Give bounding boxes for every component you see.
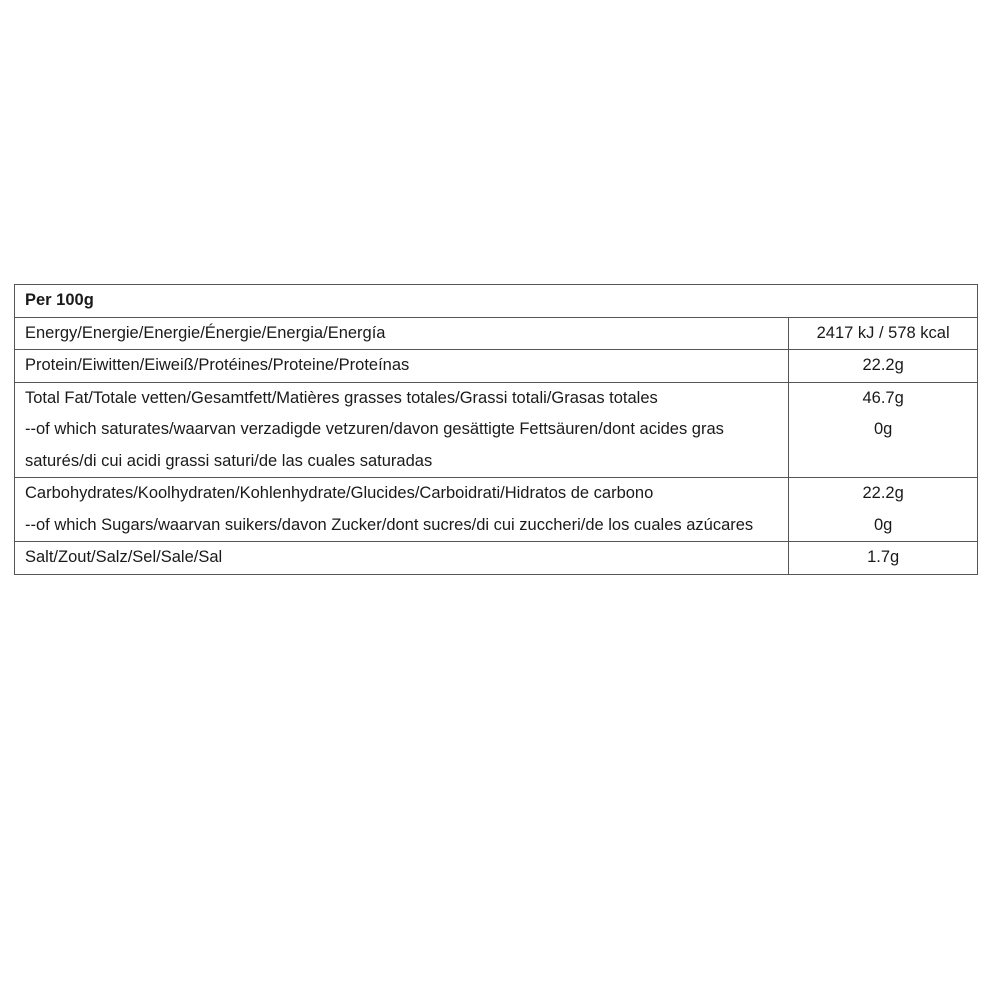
carbohydrates-label: Carbohydrates/Koolhydraten/Kohlenhydrate/Glucides/Carboidrati/Hidratos de carbono xyxy=(25,484,654,502)
protein-label-cell xyxy=(15,350,789,383)
salt-value: 1.7g xyxy=(867,548,900,566)
salt-value-cell xyxy=(789,542,978,575)
fat-label-cell xyxy=(15,382,789,478)
saturates-label: --of which saturates/waarvan verzadigde vetzuren/davon gesättigte Fettsäuren/dont acides gras saturés/di cui acidi grassi saturi/de las cuales saturadas xyxy=(25,420,724,470)
energy-value-cell xyxy=(789,317,978,350)
protein-label: Protein/Eiwitten/Eiweiß/Protéines/Proteine/Proteínas xyxy=(25,356,410,374)
sugars-value: 0g xyxy=(873,515,893,534)
saturates-value: 0g xyxy=(873,420,893,438)
fat-value-cell xyxy=(789,382,978,478)
table-header-row xyxy=(15,285,978,318)
sugars-label: --of which Sugars/waarvan suikers/davon Zucker/dont sucres/di cui zuccheri/de los cuales azúcares xyxy=(25,515,754,534)
table-row-salt xyxy=(15,542,978,575)
table-row-fat xyxy=(15,382,978,478)
energy-value: 2417 kJ / 578 kcal xyxy=(816,323,950,342)
table-row-carbohydrates xyxy=(15,478,978,542)
nutrition-table xyxy=(14,284,978,575)
energy-label: Energy/Energie/Energie/Énergie/Energia/Energía xyxy=(25,323,386,342)
carbohydrates-label-cell xyxy=(15,478,789,542)
total-fat-value: 46.7g xyxy=(862,388,904,407)
salt-label: Salt/Zout/Salz/Sel/Sale/Sal xyxy=(25,548,223,566)
carbohydrates-value-cell xyxy=(789,478,978,542)
total-fat-label: Total Fat/Totale vetten/Gesamtfett/Matières grasses totales/Grassi totali/Grasas totales xyxy=(25,388,658,407)
carbohydrates-value: 22.2g xyxy=(862,484,904,502)
per-100g-header: Per 100g xyxy=(15,285,978,318)
salt-label-cell xyxy=(15,542,789,575)
table-row-protein xyxy=(15,350,978,383)
energy-label-cell xyxy=(15,317,789,350)
protein-value: 22.2g xyxy=(862,356,904,374)
table-row-energy xyxy=(15,317,978,350)
protein-value-cell xyxy=(789,350,978,383)
